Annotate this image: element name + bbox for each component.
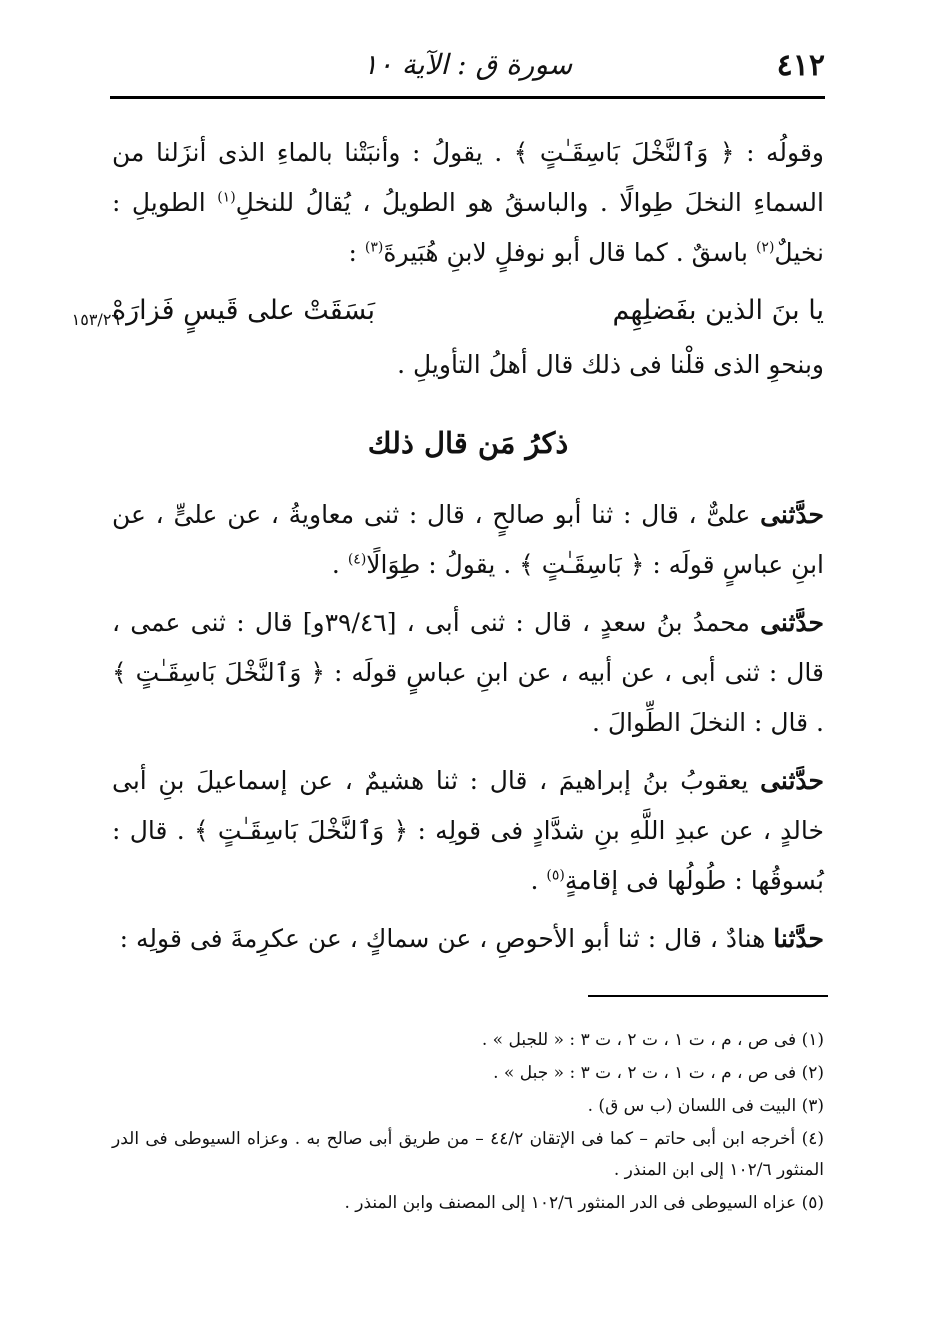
footnote-4: (٤) أخرجه ابن أبى حاتم – كما فى الإتقان ٤٤/٢ – من طريق أبى صالح به . وعزاه السيوطى فى الدر المنثور ١٠٢/٦ إلى ابن المنذر . <box>112 1129 824 1180</box>
page-header <box>110 40 825 96</box>
header-rule <box>110 96 825 99</box>
hadith-3-lead: حدَّثنى <box>760 766 824 795</box>
hadith-1-lead: حدَّثنى <box>760 500 824 529</box>
hadith-2-lead: حدَّثنى <box>760 608 824 637</box>
hadith-4-lead: حدَّثنا <box>773 924 824 953</box>
hadith-4: حدَّثنا هنادٌ ، قال : ثنا أبو الأحوصِ ، عن سماكٍ ، عن عكرِمةَ فى قولِه : <box>119 924 824 953</box>
paragraph-2: وبنحوِ الذى قلْنا فى ذلك قال أهلُ التأويلِ . <box>397 350 824 379</box>
hadith-2: حدَّثنى محمدُ بنُ سعدٍ ، قال : ثنى أبى ، [٣٩/٤٦و] قال : ثنى عمى ، قال : ثنى أبى ، عن أبيه ، عن ابنِ عباسٍ قولَه : ﴿ وَٱلنَّخْلَ بَاسِقَـٰتٍ ﴾ . قال : النخلَ الطِّوالَ . <box>112 608 824 737</box>
section-heading: ذكرُ مَن قال ذلك <box>367 426 569 460</box>
footnote-ref-5[interactable]: (٥) <box>546 867 565 884</box>
footnotes <box>112 1025 824 1221</box>
footnote-ref-2[interactable]: (٢) <box>755 239 775 256</box>
footnote-5: (٥) عزاه السيوطى فى الدر المنثور ١٠٢/٦ إلى المصنف وابن المنذر . <box>344 1193 824 1213</box>
main-text <box>112 128 824 972</box>
verse-second-hemistich: بَسَقَتْ على قَيسٍ فَزارَهْ <box>112 295 376 326</box>
footnote-ref-4[interactable]: (٤) <box>347 551 367 568</box>
footnote-3: (٣) البيت فى اللسان (ب س ق) . <box>587 1096 824 1116</box>
verse-first-hemistich: يا بنَ الذين بفَضلِهِم <box>612 295 824 326</box>
hadith-1: حدَّثنى علىٌّ ، قال : ثنا أبو صالحٍ ، قال : ثنى معاويةُ ، عن علىٍّ ، عن ابنِ عباسٍ قولَه : ﴿ بَاسِقَـٰتٍ ﴾ . يقولُ : طِوَالًا$^{(٤)}$ . <box>112 500 824 579</box>
footnote-ref-1[interactable]: (١) <box>217 189 236 206</box>
poetry-verse <box>112 286 824 336</box>
footnotes-rule <box>588 995 828 997</box>
footnote-1: (١) فى ص ، م ، ت ١ ، ت ٢ ، ت ٣ : « للجبل » . <box>481 1030 824 1050</box>
page-number: ٤١٢ <box>776 48 825 83</box>
paragraph-1: وقولُه : ﴿ وَٱلنَّخْلَ بَاسِقَـٰتٍ ﴾ . يقولُ : وأنبَتْنا بالماءِ الذى أنزَلنا من السماءِ النخلَ طِوالًا . والباسقُ هو الطويلُ ، يُقالُ للنخلِ$^{(١)}$ الطويلِ : نخيلٌ$^{(٢)}$ باسقٌ . كما قال أبو نوفلٍ لابنِ هُبَيرةَ$^{(٣)}$ : <box>112 138 824 267</box>
margin-marker: ١٥٣/٢٦ <box>71 310 120 329</box>
footnote-2: (٢) فى ص ، م ، ت ١ ، ت ٢ ، ت ٣ : « جبل » . <box>493 1063 824 1083</box>
hadith-3: حدَّثنى يعقوبُ بنُ إبراهيمَ ، قال : ثنا هشيمٌ ، عن إسماعيلَ بنِ أبى خالدٍ ، عن عبدِ اللَّهِ بنِ شدَّادٍ فى قولِه : ﴿ وَٱلنَّخْلَ بَاسِقَـٰتٍ ﴾ . قال : بُسوقُها : طُولُها فى إقامةٍ$^{(٥)}$ . <box>112 766 824 895</box>
footnote-ref-3[interactable]: (٣) <box>364 239 384 256</box>
running-head: سورة ق : الآية ١٠ <box>362 48 573 81</box>
